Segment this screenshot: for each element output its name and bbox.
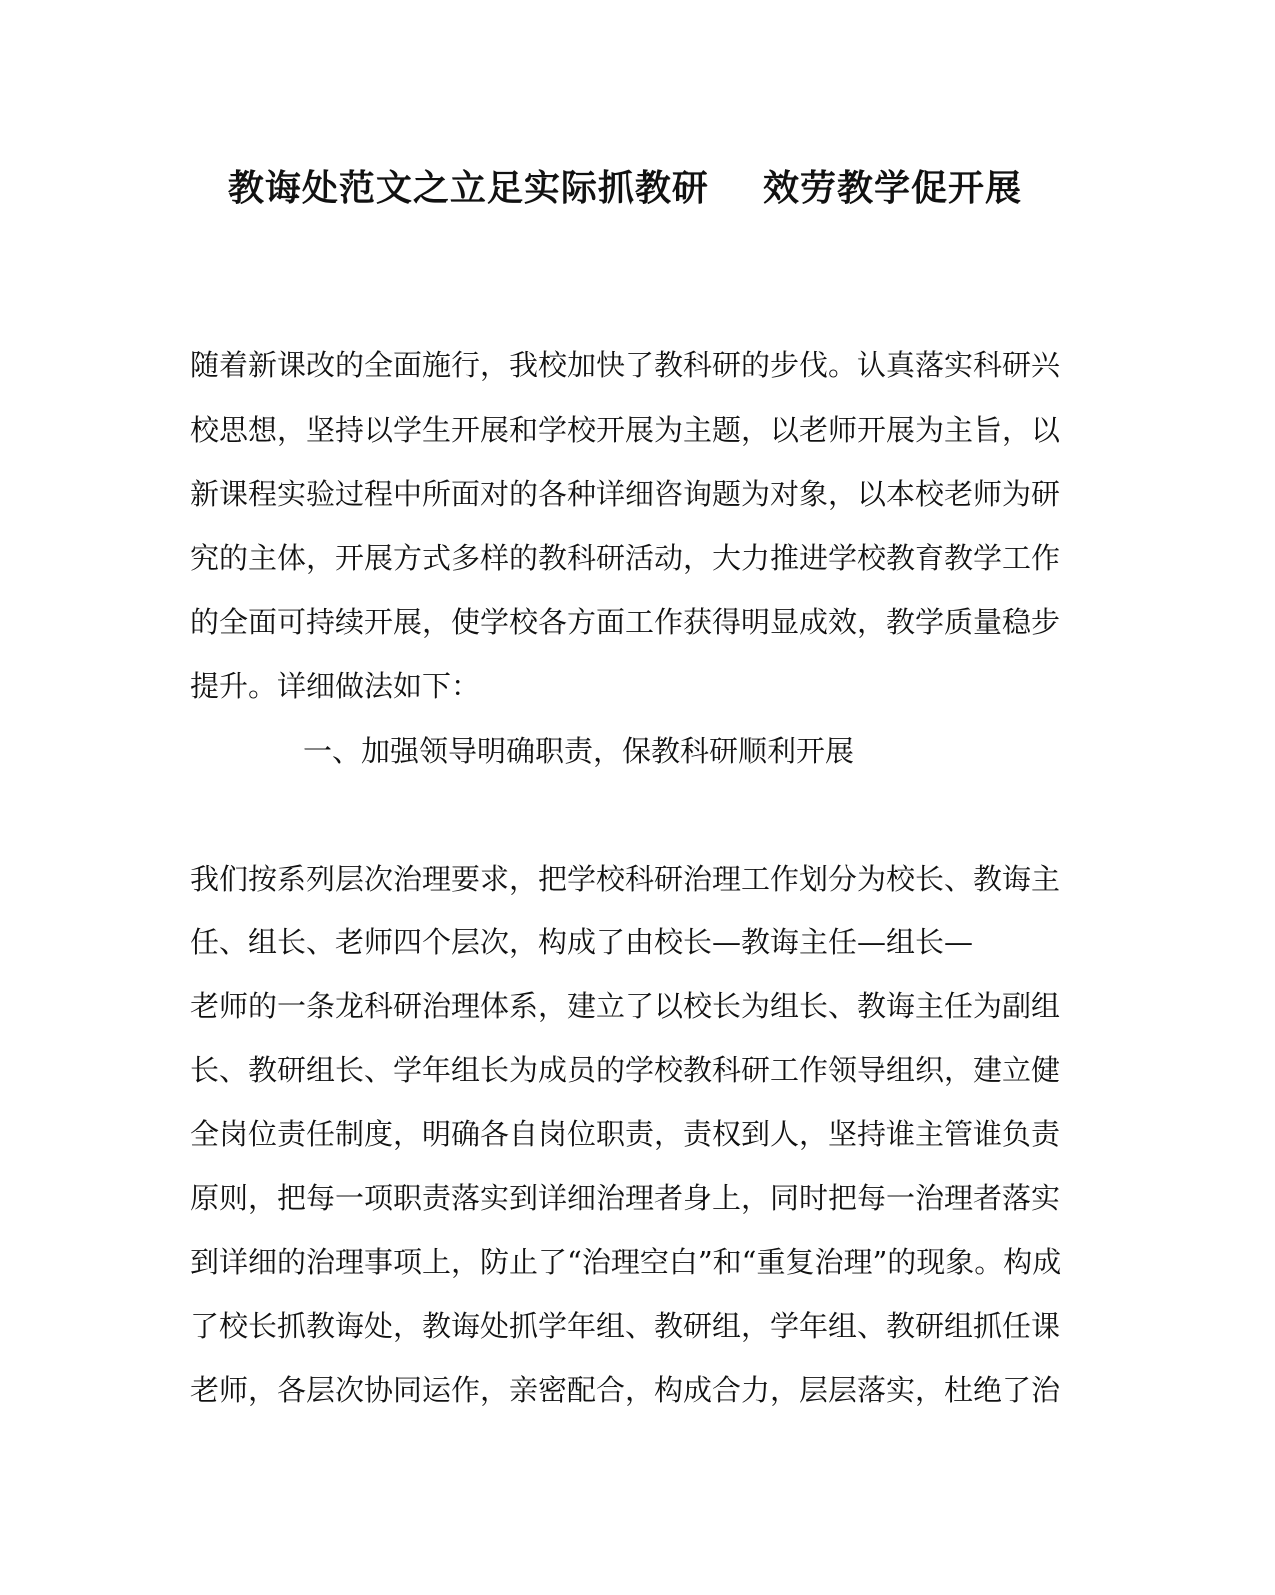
- paragraph-2-line-6: 原则，把每一项职责落实到详细治理者身上，同时把每一治理者落实: [190, 1181, 1061, 1215]
- document-title: 教诲处范文之立足实际抓教研 效劳教学促开展: [227, 167, 1023, 209]
- paragraph-2-line-5: 全岗位责任制度，明确各自岗位职责，责权到人，坚持谁主管谁负责: [190, 1117, 1061, 1151]
- paragraph-1-line-6: 提升。详细做法如下：: [190, 669, 481, 703]
- paragraph-2-line-7: 到详细的治理事项上，防止了“治理空白”和“重复治理”的现象。构成: [190, 1245, 1062, 1279]
- paragraph-2-line-3: 老师的一条龙科研治理体系，建立了以校长为组长、教诲主任为副组: [190, 989, 1061, 1023]
- paragraph-1-line-3: 新课程实验过程中所面对的各种详细咨询题为对象，以本校老师为研: [190, 477, 1061, 511]
- paragraph-1-line-5: 的全面可持续开展，使学校各方面工作获得明显成效，教学质量稳步: [190, 605, 1061, 639]
- paragraph-2-line-2: 任、组长、老师四个层次，构成了由校长—教诲主任—组长—: [190, 925, 974, 959]
- paragraph-1-line-4: 究的主体，开展方式多样的教科研活动，大力推进学校教育教学工作: [190, 541, 1061, 575]
- paragraph-2-line-8: 了校长抓教诲处，教诲处抓学年组、教研组，学年组、教研组抓任课: [190, 1309, 1061, 1343]
- paragraph-1-line-1: 随着新课改的全面施行，我校加快了教科研的步伐。认真落实科研兴: [190, 348, 1061, 382]
- paragraph-2-line-1: 我们按系列层次治理要求，把学校科研治理工作划分为校长、教诲主: [190, 862, 1061, 896]
- paragraph-2-line-4: 长、教研组长、学年组长为成员的学校教科研工作领导组织，建立健: [190, 1053, 1061, 1087]
- section-1-heading: 一、加强领导明确职责，保教科研顺利开展: [303, 734, 855, 768]
- paragraph-1-line-2: 校思想，坚持以学生开展和学校开展为主题，以老师开展为主旨，以: [190, 413, 1061, 447]
- paragraph-2-line-9: 老师，各层次协同运作，亲密配合，构成合力，层层落实，杜绝了治: [190, 1373, 1061, 1407]
